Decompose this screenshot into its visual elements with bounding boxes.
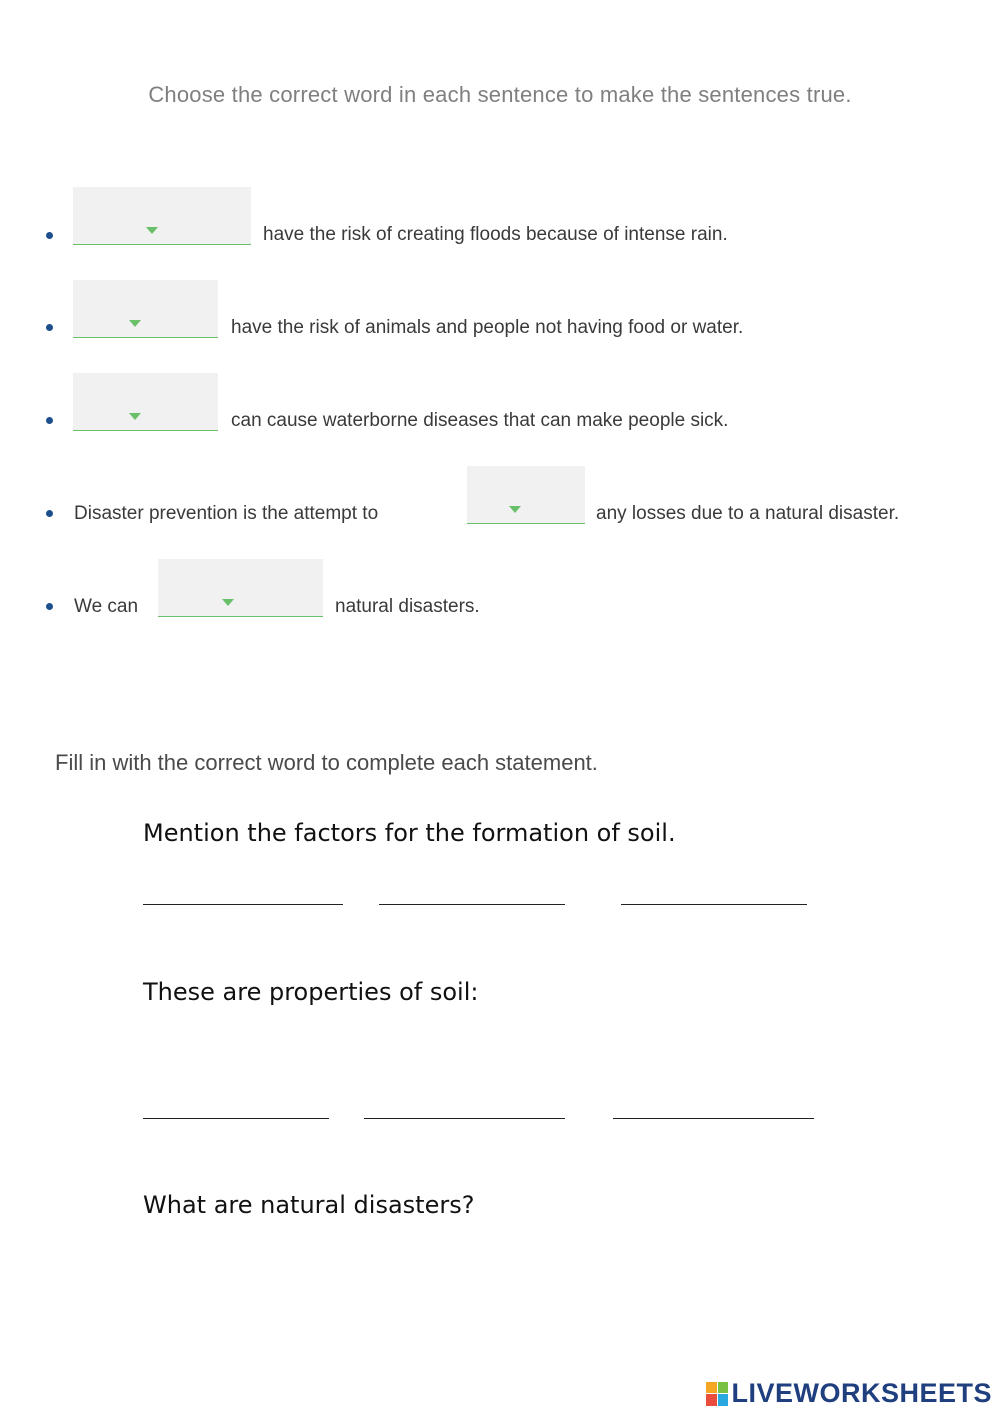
answer-field-1b[interactable] [379,880,565,905]
instruction-choose: Choose the correct word in each sentence to make the sentences true. [148,82,852,107]
answer-field-2a[interactable] [143,1094,329,1119]
answer-field-1c[interactable] [621,880,807,905]
sentence-5-after: natural disasters. [335,596,480,617]
dropdown-5[interactable] [158,559,323,617]
sentence-1-after: have the risk of creating floods because of intense rain. [263,224,728,245]
dropdown-3[interactable] [73,373,218,431]
bullet [46,417,53,424]
sentence-4-before: Disaster prevention is the attempt to [74,503,379,524]
chevron-down-icon [129,320,141,327]
bullet [46,232,53,239]
chevron-down-icon [129,413,141,420]
instruction-fill-in: Fill in with the correct word to complete each statement. [55,750,598,775]
question-1: Mention the factors for the formation of soil. [143,819,676,847]
sentence-4-after: any losses due to a natural disaster. [596,503,900,524]
sentence-2-after: have the risk of animals and people not having food or water. [231,317,744,338]
logo-mark-icon [706,1382,728,1406]
bullet [46,603,53,610]
chevron-down-icon [509,506,521,513]
chevron-down-icon [222,599,234,606]
dropdown-1[interactable] [73,187,251,245]
bullet [46,510,53,517]
bullet [46,324,53,331]
sentence-3-after: can cause waterborne diseases that can make people sick. [231,410,729,431]
liveworksheets-logo [706,1378,992,1409]
question-2: These are properties of soil: [143,978,479,1006]
answer-field-2c[interactable] [613,1094,814,1119]
answer-field-1a[interactable] [143,880,343,905]
sentence-5-before: We can [74,596,139,617]
dropdown-4[interactable] [467,466,585,524]
answer-field-2b[interactable] [364,1094,565,1119]
chevron-down-icon [146,227,158,234]
dropdown-2[interactable] [73,280,218,338]
logo-text: LIVEWORKSHEETS [731,1378,992,1408]
question-3: What are natural disasters? [143,1191,475,1219]
